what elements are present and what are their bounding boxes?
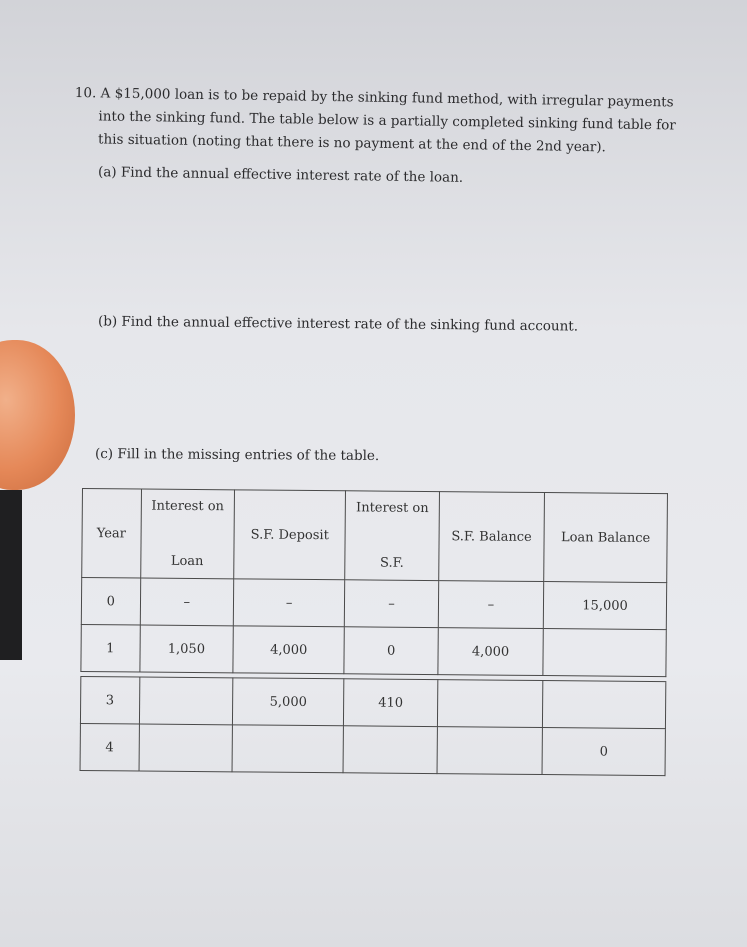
cell-sf-deposit: 4,000 [233,626,345,674]
part-c: (c) Fill in the missing entries of the table. [94,446,380,464]
table [80,488,668,776]
table-row [80,676,665,728]
cell-interest-loan: 1,050 [139,625,233,673]
table-row [80,723,665,775]
header-interest-loan-top: Interest on [151,498,224,515]
table-row [81,578,666,630]
problem-text-1: A $15,000 loan is to be repaid by the sinking fund method, with irregular payments [100,85,674,111]
cell-loan-balance: 0 [542,728,665,776]
background-shadow [0,490,22,660]
cell-interest-sf: 0 [344,627,438,675]
header-sf-deposit: S.F. Deposit [234,490,346,580]
cell-loan-balance: 15,000 [543,582,666,630]
header-interest-loan [140,489,234,579]
cell-loan-balance [543,681,666,729]
part-b: (b) Find the annual effective interest rate of the sinking fund account. [97,313,579,335]
cell-interest-sf [343,726,437,774]
cell-sf-balance [437,680,543,728]
header-interest-loan-bottom: Loan [170,553,204,570]
table-row [81,624,666,676]
cell-year: 0 [81,578,140,626]
cell-sf-deposit: – [233,579,345,627]
header-loan-balance: Loan Balance [544,493,668,583]
cell-interest-loan [139,677,233,725]
header-interest-sf [345,491,439,581]
problem-number: 10. [74,84,97,102]
part-a: (a) Find the annual effective interest rate of the loan. [97,164,464,186]
cell-sf-deposit: 5,000 [233,678,345,726]
cell-interest-sf: – [345,580,439,628]
table-header-row [82,489,668,583]
cell-interest-sf: 410 [344,679,438,727]
header-year: Year [82,489,141,579]
cell-sf-balance [437,727,543,775]
cell-loan-balance [543,629,666,677]
cell-interest-loan: – [140,578,234,626]
cell-sf-balance: – [438,581,544,629]
sinking-fund-table [79,488,668,793]
header-interest-sf-bottom: S.F. [379,555,404,571]
header-sf-balance: S.F. Balance [439,492,545,582]
cell-year: 4 [80,723,139,771]
cell-year: 1 [81,624,140,672]
problem-statement [74,82,676,160]
header-interest-sf-top: Interest on [356,500,429,517]
problem-line-2: into the sinking fund. The table below is a partially completed sinking fund table for [98,108,676,134]
cell-interest-loan [139,724,233,772]
cell-sf-deposit [232,725,344,773]
cell-year: 3 [80,676,139,724]
cell-sf-balance: 4,000 [438,628,544,676]
problem-line-3: this situation (noting that there is no payment at the end of the 2nd year). [97,131,606,156]
